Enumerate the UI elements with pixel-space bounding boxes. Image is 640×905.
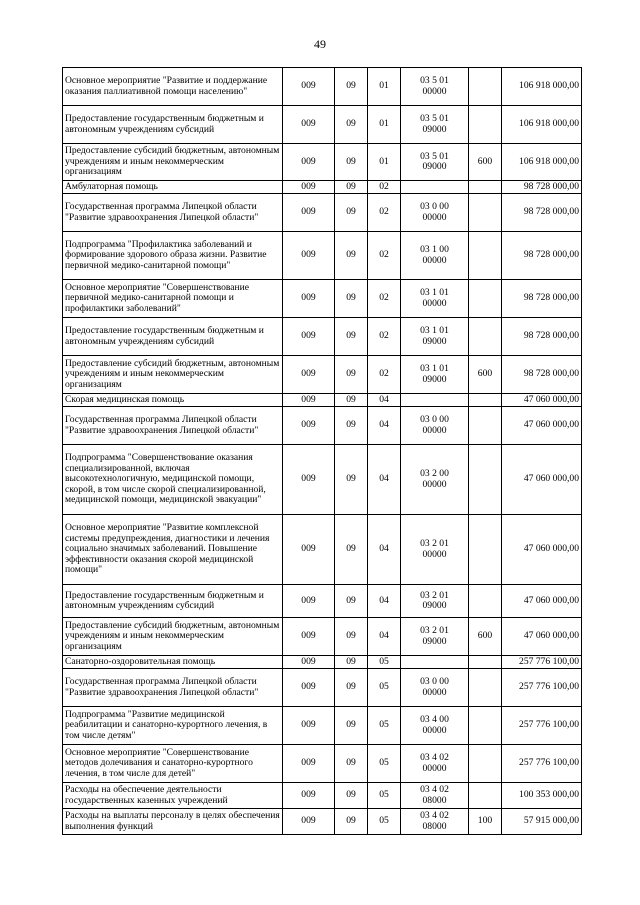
- cell-target-article: 03 5 01 00000: [401, 68, 469, 106]
- cell-amount: 257 776 100,00: [502, 656, 582, 669]
- cell-subsection: 04: [368, 445, 401, 515]
- cell-ministry: 009: [283, 356, 335, 394]
- cell-section: 09: [335, 585, 368, 618]
- cell-amount: 106 918 000,00: [502, 68, 582, 106]
- cell-subsection: 05: [368, 656, 401, 669]
- cell-subsection: 02: [368, 356, 401, 394]
- cell-expense-type: [469, 745, 502, 783]
- cell-expense-type: [469, 232, 502, 280]
- cell-ministry: 009: [283, 618, 335, 656]
- cell-name: Предоставление государственным бюджетным и автономным учреждениям субсидий: [63, 106, 283, 144]
- cell-name: Подпрограмма "Совершенствование оказания специализированной, включая высокотехнологичную, медицинской помощи, скорой, в том числе скорой специализированной, медицинской помощи, медицинской эвакуации": [63, 445, 283, 515]
- table-row: [63, 783, 582, 809]
- cell-subsection: 02: [368, 318, 401, 356]
- cell-section: 09: [335, 745, 368, 783]
- cell-section: 09: [335, 656, 368, 669]
- cell-target-article: 03 4 00 00000: [401, 707, 469, 745]
- cell-ministry: 009: [283, 809, 335, 835]
- cell-ministry: 009: [283, 394, 335, 407]
- cell-subsection: 04: [368, 618, 401, 656]
- cell-section: 09: [335, 280, 368, 318]
- cell-target-article: 03 5 01 09000: [401, 106, 469, 144]
- cell-section: 09: [335, 318, 368, 356]
- cell-name: Амбулаторная помощь: [63, 181, 283, 194]
- cell-ministry: 009: [283, 68, 335, 106]
- cell-name: Скорая медицинская помощь: [63, 394, 283, 407]
- cell-target-article: 03 5 01 09000: [401, 144, 469, 181]
- cell-section: 09: [335, 515, 368, 585]
- table-body: [63, 68, 582, 835]
- cell-expense-type: [469, 585, 502, 618]
- cell-expense-type: 100: [469, 809, 502, 835]
- cell-target-article: 03 4 02 08000: [401, 809, 469, 835]
- cell-subsection: 05: [368, 809, 401, 835]
- cell-name: Государственная программа Липецкой области "Развитие здравоохранения Липецкой области": [63, 407, 283, 445]
- cell-name: Государственная программа Липецкой области "Развитие здравоохранения Липецкой области": [63, 194, 283, 232]
- cell-section: 09: [335, 809, 368, 835]
- cell-amount: 47 060 000,00: [502, 407, 582, 445]
- cell-target-article: 03 0 00 00000: [401, 669, 469, 707]
- cell-section: 09: [335, 68, 368, 106]
- cell-name: Государственная программа Липецкой области "Развитие здравоохранения Липецкой области": [63, 669, 283, 707]
- cell-expense-type: 600: [469, 618, 502, 656]
- cell-target-article: 03 4 02 00000: [401, 745, 469, 783]
- cell-name: Предоставление субсидий бюджетным, автономным учреждениям и иным некоммерческим организациям: [63, 144, 283, 181]
- cell-expense-type: [469, 783, 502, 809]
- table-row: [63, 356, 582, 394]
- cell-target-article: 03 1 01 09000: [401, 356, 469, 394]
- cell-ministry: 009: [283, 585, 335, 618]
- cell-expense-type: [469, 280, 502, 318]
- table-row: [63, 707, 582, 745]
- cell-subsection: 02: [368, 181, 401, 194]
- cell-ministry: 009: [283, 515, 335, 585]
- cell-target-article: 03 2 01 09000: [401, 585, 469, 618]
- cell-expense-type: [469, 656, 502, 669]
- cell-ministry: 009: [283, 669, 335, 707]
- cell-expense-type: [469, 106, 502, 144]
- cell-expense-type: [469, 669, 502, 707]
- cell-target-article: [401, 181, 469, 194]
- cell-amount: 106 918 000,00: [502, 144, 582, 181]
- cell-name: Расходы на выплаты персоналу в целях обеспечения выполнения функций: [63, 809, 283, 835]
- cell-name: Подпрограмма "Развитие медицинской реабилитации и санаторно-курортного лечения, в том числе детям": [63, 707, 283, 745]
- cell-target-article: 03 1 00 00000: [401, 232, 469, 280]
- cell-section: 09: [335, 181, 368, 194]
- cell-subsection: 02: [368, 280, 401, 318]
- cell-section: 09: [335, 144, 368, 181]
- cell-name: Основное мероприятие "Совершенствование методов долечивания и санаторно-курортного лечения, в том числе для детей": [63, 745, 283, 783]
- table-row: [63, 394, 582, 407]
- cell-ministry: 009: [283, 445, 335, 515]
- cell-amount: 98 728 000,00: [502, 232, 582, 280]
- cell-name: Предоставление государственным бюджетным и автономным учреждениям субсидий: [63, 318, 283, 356]
- cell-ministry: 009: [283, 144, 335, 181]
- cell-amount: 257 776 100,00: [502, 707, 582, 745]
- cell-ministry: 009: [283, 181, 335, 194]
- cell-name: Санаторно-оздоровительная помощь: [63, 656, 283, 669]
- table-row: [63, 232, 582, 280]
- table-row: [63, 68, 582, 106]
- cell-expense-type: [469, 318, 502, 356]
- cell-ministry: 009: [283, 106, 335, 144]
- cell-amount: 100 353 000,00: [502, 783, 582, 809]
- cell-amount: 47 060 000,00: [502, 585, 582, 618]
- table-row: [63, 515, 582, 585]
- cell-expense-type: 600: [469, 144, 502, 181]
- cell-expense-type: [469, 515, 502, 585]
- cell-subsection: 02: [368, 232, 401, 280]
- cell-subsection: 01: [368, 144, 401, 181]
- cell-target-article: 03 4 02 08000: [401, 783, 469, 809]
- cell-expense-type: [469, 181, 502, 194]
- cell-expense-type: [469, 407, 502, 445]
- cell-amount: 47 060 000,00: [502, 618, 582, 656]
- cell-amount: 98 728 000,00: [502, 280, 582, 318]
- table-row: [63, 618, 582, 656]
- page-number: 49: [314, 37, 326, 51]
- cell-expense-type: [469, 394, 502, 407]
- cell-target-article: 03 0 00 00000: [401, 407, 469, 445]
- cell-section: 09: [335, 407, 368, 445]
- cell-section: 09: [335, 232, 368, 280]
- cell-amount: 98 728 000,00: [502, 318, 582, 356]
- cell-ministry: 009: [283, 280, 335, 318]
- cell-amount: 98 728 000,00: [502, 181, 582, 194]
- table-row: [63, 144, 582, 181]
- cell-subsection: 05: [368, 669, 401, 707]
- cell-section: 09: [335, 669, 368, 707]
- cell-section: 09: [335, 618, 368, 656]
- cell-subsection: 05: [368, 783, 401, 809]
- table-row: [63, 106, 582, 144]
- cell-target-article: 03 2 01 00000: [401, 515, 469, 585]
- cell-expense-type: 600: [469, 356, 502, 394]
- cell-target-article: 03 2 01 09000: [401, 618, 469, 656]
- cell-subsection: 01: [368, 68, 401, 106]
- cell-target-article: 03 0 00 00000: [401, 194, 469, 232]
- cell-amount: 47 060 000,00: [502, 515, 582, 585]
- table-row: [63, 585, 582, 618]
- cell-name: Предоставление субсидий бюджетным, автономным учреждениям и иным некоммерческим организациям: [63, 618, 283, 656]
- cell-ministry: 009: [283, 407, 335, 445]
- cell-subsection: 02: [368, 194, 401, 232]
- cell-section: 09: [335, 707, 368, 745]
- cell-ministry: 009: [283, 783, 335, 809]
- cell-ministry: 009: [283, 194, 335, 232]
- cell-target-article: 03 2 00 00000: [401, 445, 469, 515]
- cell-section: 09: [335, 194, 368, 232]
- cell-amount: 106 918 000,00: [502, 106, 582, 144]
- table-row: [63, 280, 582, 318]
- cell-expense-type: [469, 194, 502, 232]
- cell-section: 09: [335, 783, 368, 809]
- cell-expense-type: [469, 68, 502, 106]
- cell-name: Основное мероприятие "Совершенствование первичной медико-санитарной помощи и профилактики заболеваний": [63, 280, 283, 318]
- table-row: [63, 194, 582, 232]
- cell-ministry: 009: [283, 656, 335, 669]
- table-row: [63, 656, 582, 669]
- cell-ministry: 009: [283, 745, 335, 783]
- cell-amount: 98 728 000,00: [502, 356, 582, 394]
- cell-name: Расходы на обеспечение деятельности государственных казенных учреждений: [63, 783, 283, 809]
- cell-amount: 257 776 100,00: [502, 745, 582, 783]
- table-row: [63, 407, 582, 445]
- cell-expense-type: [469, 707, 502, 745]
- cell-name: Основное мероприятие "Развитие комплексной системы предупреждения, диагностики и лечения социально значимых заболеваний. Повышение эффективности оказания скорой медицинской помощи": [63, 515, 283, 585]
- cell-amount: 98 728 000,00: [502, 194, 582, 232]
- table-row: [63, 809, 582, 835]
- cell-subsection: 05: [368, 707, 401, 745]
- table-row: [63, 318, 582, 356]
- table-row: [63, 669, 582, 707]
- cell-ministry: 009: [283, 707, 335, 745]
- cell-target-article: 03 1 01 09000: [401, 318, 469, 356]
- table-row: [63, 445, 582, 515]
- cell-subsection: 04: [368, 585, 401, 618]
- cell-amount: 57 915 000,00: [502, 809, 582, 835]
- cell-name: Предоставление субсидий бюджетным, автономным учреждениям и иным некоммерческим организациям: [63, 356, 283, 394]
- cell-expense-type: [469, 445, 502, 515]
- cell-subsection: 04: [368, 515, 401, 585]
- cell-ministry: 009: [283, 232, 335, 280]
- table-row: [63, 181, 582, 194]
- table-row: [63, 745, 582, 783]
- cell-section: 09: [335, 445, 368, 515]
- cell-section: 09: [335, 394, 368, 407]
- cell-target-article: 03 1 01 00000: [401, 280, 469, 318]
- cell-target-article: [401, 656, 469, 669]
- cell-section: 09: [335, 106, 368, 144]
- cell-amount: 47 060 000,00: [502, 394, 582, 407]
- cell-name: Основное мероприятие "Развитие и поддержание оказания паллиативной помощи населению": [63, 68, 283, 106]
- cell-ministry: 009: [283, 318, 335, 356]
- cell-subsection: 04: [368, 407, 401, 445]
- budget-table: [62, 67, 582, 835]
- cell-name: Подпрограмма "Профилактика заболеваний и формирование здорового образа жизни. Развитие первичной медико-санитарной помощи": [63, 232, 283, 280]
- cell-subsection: 04: [368, 394, 401, 407]
- cell-section: 09: [335, 356, 368, 394]
- cell-amount: 47 060 000,00: [502, 445, 582, 515]
- cell-target-article: [401, 394, 469, 407]
- cell-subsection: 05: [368, 745, 401, 783]
- cell-amount: 257 776 100,00: [502, 669, 582, 707]
- cell-name: Предоставление государственным бюджетным и автономным учреждениям субсидий: [63, 585, 283, 618]
- cell-subsection: 01: [368, 106, 401, 144]
